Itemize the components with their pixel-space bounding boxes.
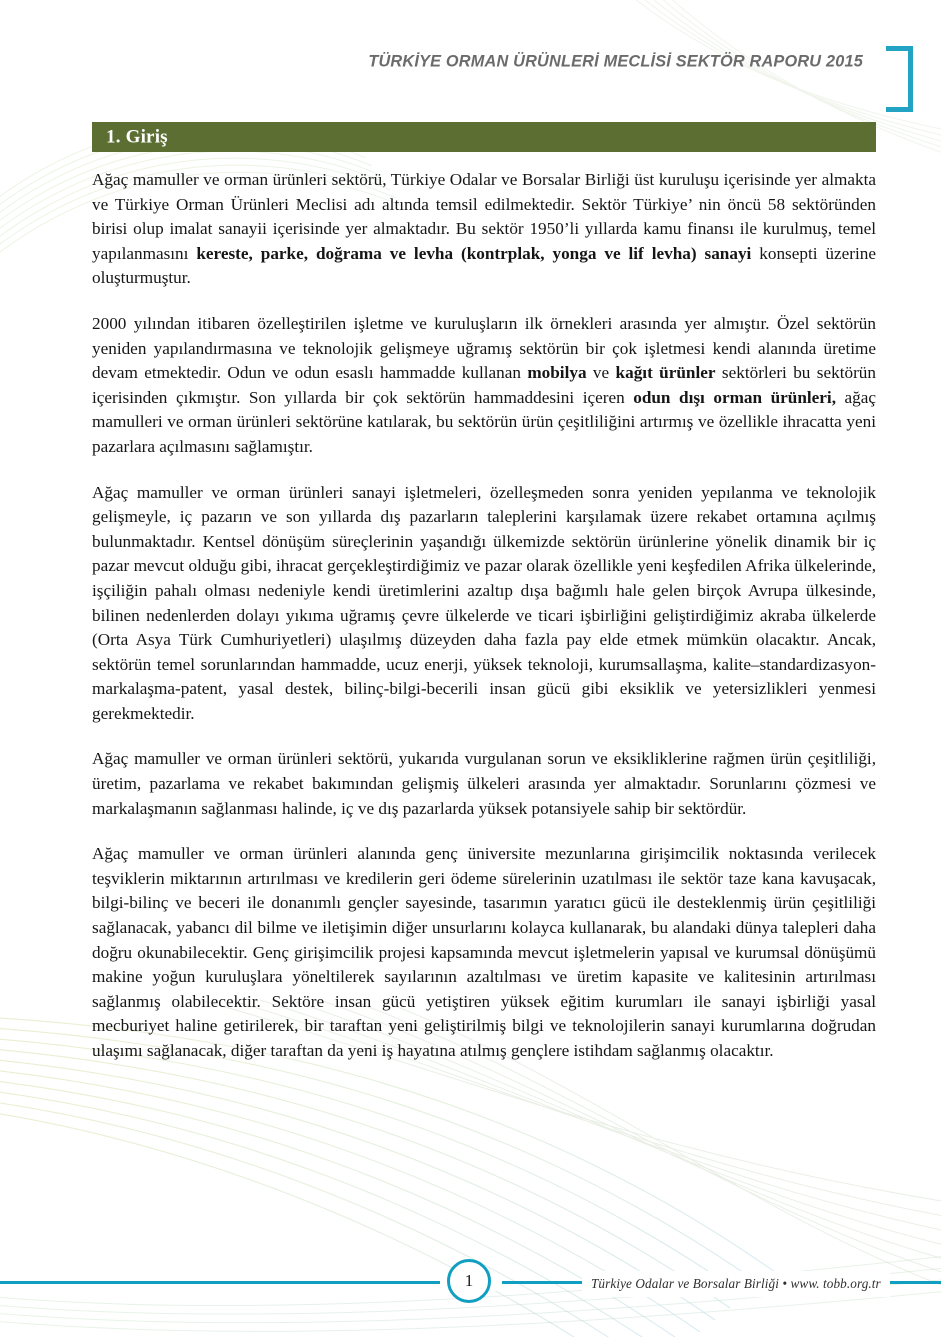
paragraph-4 — [92, 747, 876, 821]
text-run: 2000 yılından itibaren özelleştirilen işletme ve kuruluşların ilk örnekleri arasında yer almıştır. Özel sektörün yeniden yapılandırmasına ve teknolojik gelişmeye uğramış sektörün bir çok işletmesi kendi alanında üretime devam etmektedir. Odun ve odun esaslı hammadde kullanan — [92, 313, 876, 383]
bracket-decoration-icon — [886, 46, 913, 112]
text-run: Ağaç mamuller ve orman ürünleri sanayi işletmeleri, özelleşmeden sonra yeniden yepılanma ve teknolojik gelişmeyle, iç pazarın ve son yıllarda dış pazarların taleplerini karşılamak üzere rekabet ortamına açılmış bulunmaktadır. Kentsel dönüşüm süreçlerinin yaşandığı ülkemizde sektörün ürünlerine yönelik dinamik bir iç pazar mevcut olduğu gibi, ihracat gerçekleştirdiğimiz ve pazar olarak özellikle yeni keşfedilen Afrika ülkelerinde, işçiliğin pahalı olması nedeniyle kendi üretimlerini azaltıp dışa bağımlı hale gelen birçok Avrupa ülkesinde, bilinen nedenlerden dolayı yıkıma uğramış çevre ülkelerde ve ticari işbirliğini geliştirdiğimiz akraba ülkelerde (Orta Asya Türk Cumhuriyetleri) ulaşılmış düzeyden daha fazla pay elde etmek mümkün olacaktır. Ancak, sektörün temel sorunlarından hammadde, ucuz enerji, yüksek teknoloji, kurumsallaşma, kalite–standardizasyon-markalaşma-patent, yasal destek, bilinç-bilgi-becerili insan gücü gibi eksiklik ve yetersizlikleri yenmesi gerekmektedir. — [92, 482, 876, 723]
emphasis-run: kereste, parke, doğrama ve levha (kontrplak, yonga ve lif levha) sanayi — [196, 243, 752, 263]
text-run: Ağaç mamuller ve orman ürünleri alanında genç üniversite mezunlarına girişimcilik noktasında verilecek teşviklerin miktarının artırılması ve kredilerin geri ödeme sürelerinin uzatılması ile sektör taze kana kavuşacak, bilgi-bilinç ve beceri ile donanımlı gençler sayesinde, tasarımın yaratıcı gücü ile desteklenmiş ürün çeşitliliği sağlanacak, yabancı dil bilme ve iletişimin diğer unsurlarını kolayca kullanarak, bu alandaki dünya talepleri daha doğru okunabilecektir. Genç girişimcilik projesi kapsamında mevcut işletmelerin yapısal ve kurumsal dönüşümü makine yoğun kuruluşlara yöneltilerek sayılarının azaltılması ve üretim kapasite ve kalitesinin artırılması sağlanmış olabilecektir. Sektöre insan gücü yetiştiren yüksek eğitim kurumları ile sanayi işbirliği yasal mecburiyet haline getirilerek, bir taraftan yeni geliştirilmiş bilgi ve teknolojilerin sanayi kurumlarına doğrudan ulaşımı sağlanacak, diğer taraftan da yeni iş hayatına atılmış gençlere istihdam sağlanmış olacaktır. — [92, 844, 876, 1060]
footer-attribution-container — [582, 1271, 890, 1297]
page-number-badge — [447, 1259, 491, 1303]
page-footer — [0, 1245, 941, 1337]
text-run: Ağaç mamuller ve orman ürünleri sektörü, Türkiye Odalar ve Borsalar Birliği üst kuruluşu içerisinde yer almakta ve Türkiye Orman Ürünleri Meclisi adı altında temsil edilmektedir. Sektör Türkiye’ nin öncü 58 sektöründen birisi olup imalat sanayii içerisinde yer almaktadır. Bu sektör 1950’li yıllarda kamu finansı ile kurulmuş, temel yapılanmasını — [92, 170, 876, 263]
footer-attribution-label: Türkiye Odalar ve Borsalar Birliği • www. tobb.org.tr — [591, 1276, 881, 1291]
text-run: ağaç mamulleri ve orman ürünleri sektörüne katılarak, bu sektörün ürün çeşitliliğini artırmış ve özellikle ihracatta yeni pazarlara açılmasını sağlamıştır. — [92, 387, 877, 456]
emphasis-run: odun dışı orman ürünleri, — [633, 387, 836, 407]
section-heading-label: 1. Giriş — [106, 126, 168, 148]
section-heading-bar — [92, 122, 876, 152]
text-run: konsepti üzerine oluşturmuştur. — [92, 243, 877, 288]
page-number-label: 1 — [464, 1271, 474, 1290]
paragraph-3 — [92, 481, 876, 727]
paragraph-5 — [92, 842, 876, 1063]
report-title: TÜRKİYE ORMAN ÜRÜNLERİ MECLİSİ SEKTÖR RAPORU 2015 — [368, 52, 863, 71]
paragraph-2 — [92, 312, 876, 460]
text-run: sektörleri bu sektörün içerisinden çıkmıştır. Son yıllarda bir çok sektörün hammaddesini içeren — [92, 363, 876, 407]
text-run: ve — [586, 363, 616, 383]
text-run: Ağaç mamuller ve orman ürünleri sektörü, yukarıda vurgulanan sorun ve eksikliklerine rağmen ürün çeşitliliği, üretim, pazarlama ve rekabet bakımından gelişmiş ülkeleri arasında yer almaktadır. Sorunlarını çözmesi ve markalaşmanın sağlanması halinde, iç ve dış pazarlarda yüksek potansiyele sahip bir sektördür. — [92, 749, 876, 818]
emphasis-run: kağıt ürünler — [615, 363, 716, 383]
page-header — [0, 0, 941, 112]
emphasis-run: mobilya — [527, 363, 587, 383]
paragraph-1 — [92, 168, 876, 291]
body-text — [92, 168, 876, 1064]
